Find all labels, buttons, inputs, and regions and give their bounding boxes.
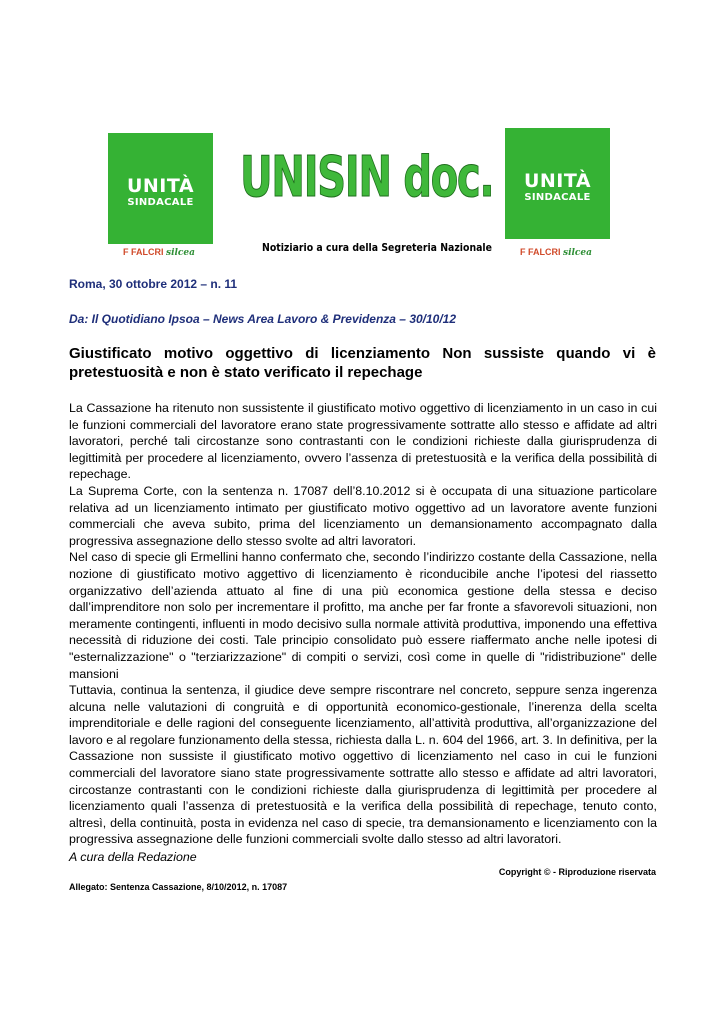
falcri-label: F FALCRI (123, 247, 164, 257)
silcea-label: silcea (166, 248, 195, 258)
masthead-subtitle: Notiziario a cura della Segreteria Nazionale (262, 241, 492, 254)
unita-sindacale-logo-right (505, 128, 610, 239)
source-line: Da: Il Quotidiano Ipsoa – News Area Lavoro & Previdenza – 30/10/12 (69, 312, 457, 326)
silcea-label: silcea (563, 248, 592, 258)
logo-line2: SINDACALE (127, 197, 194, 208)
falcri-silcea-label-right (520, 247, 592, 258)
article-body (69, 400, 657, 848)
copyright-notice: Copyright © - Riproduzione riservata (498, 867, 656, 877)
unita-sindacale-logo-left (108, 133, 213, 244)
paragraph: Tuttavia, continua la sentenza, il giudice deve sempre riscontrare nel concreto, seppure senza ingerenza alcuna nelle valutazioni di congruità e di opportunità economico-gestionale, l’inerenza della scelta imprenditoriale e delle ragioni del conseguente licenziamento, all’attività produttiva, all’organizzazione del lavoro e al regolare funzionamento della stessa, richiesta dalla L. n. 604 del 1966, art. 3. In definitiva, per la Cassazione non sussiste il giustificato motivo oggettivo di licenziamento nel caso in cui le funzioni commerciali del lavoratore siano state progressivamente sottratte allo stesso e affidate ad altri lavoratori, circostanze contrastanti con le condizioni richieste dalla giurisprudenza di legittimità per procedere al licenziamento quali l’assenza di pretestuosità e la verifica della possibilità di repechage, tenuto conto, altresì, della continuità, posta in evidenza nel caso di specie, tra demansionamento e licenziamento con la progressiva assegnazione delle funzioni commerciali svolte dallo stesso ad altri lavoratori. (69, 683, 657, 847)
dateline: Roma, 30 ottobre 2012 – n. 11 (69, 277, 238, 291)
logo-line1: UNITÀ (523, 170, 592, 192)
paragraph: La Cassazione ha ritenuto non sussistente il giustificato motivo oggettivo di licenziamento in un caso in cui le funzioni commerciali del lavoratore erano state progressivamente sottratte allo stesso e affidate ad altri lavoratori, perché tali circostanze sono contrastanti con le condizioni richieste dalla giurisprudenza di legittimità per procedere al licenziamento, ovvero l’assenza di pretestuosità e la verifica della possibilità di repechage. (69, 401, 657, 482)
masthead (240, 145, 494, 230)
paragraph: Nel caso di specie gli Ermellini hanno confermato che, secondo l’indirizzo costante della Cassazione, nella nozione di giustificato motivo aggettivo di licenziamento è riconducibile anche l’ipotesi del riassetto organizzativo dell’azienda attuato al fine di una più economica gestione della stessa e deciso dall’imprenditore non solo per incrementare il profitto, ma anche per far fronte a sfavorevoli situazioni, non meramente contingenti, influenti in modo decisivo sulla normale attività produttiva, imponendo una effettiva necessità di riduzione dei costi. Tale principio consolidato può essere riaffermato anche nelle ipotesi di "esternalizzazione" o "terziarizzazione" di compiti o servizi, così come in quelle di "ridistribuzione" delle mansioni (69, 550, 657, 681)
attachment-note: Allegato: Sentenza Cassazione, 8/10/2012, n. 17087 (69, 882, 288, 892)
falcri-silcea-label-left (123, 247, 195, 258)
falcri-label: F FALCRI (520, 247, 561, 257)
logo-line1: UNITÀ (126, 175, 195, 197)
redazione-credit: A cura della Redazione (69, 850, 197, 864)
masthead-title: UNISIN doc. (240, 145, 494, 210)
article-headline: Giustificato motivo oggettivo di licenziamento Non sussiste quando vi è pretestuosità e non è stato verificato il repechage (69, 345, 656, 381)
paragraph: La Suprema Corte, con la sentenza n. 17087 dell’8.10.2012 si è occupata di una situazione particolare relativa ad un licenziamento intimato per giustificato motivo oggettivo ad un lavoratore avente funzioni commerciali che aveva subito, prima del licenziamento un demansionamento accompagnato dalla progressiva assegnazione dello stesso svolte ad altri lavoratori. (69, 483, 657, 548)
logo-line2: SINDACALE (524, 192, 591, 203)
